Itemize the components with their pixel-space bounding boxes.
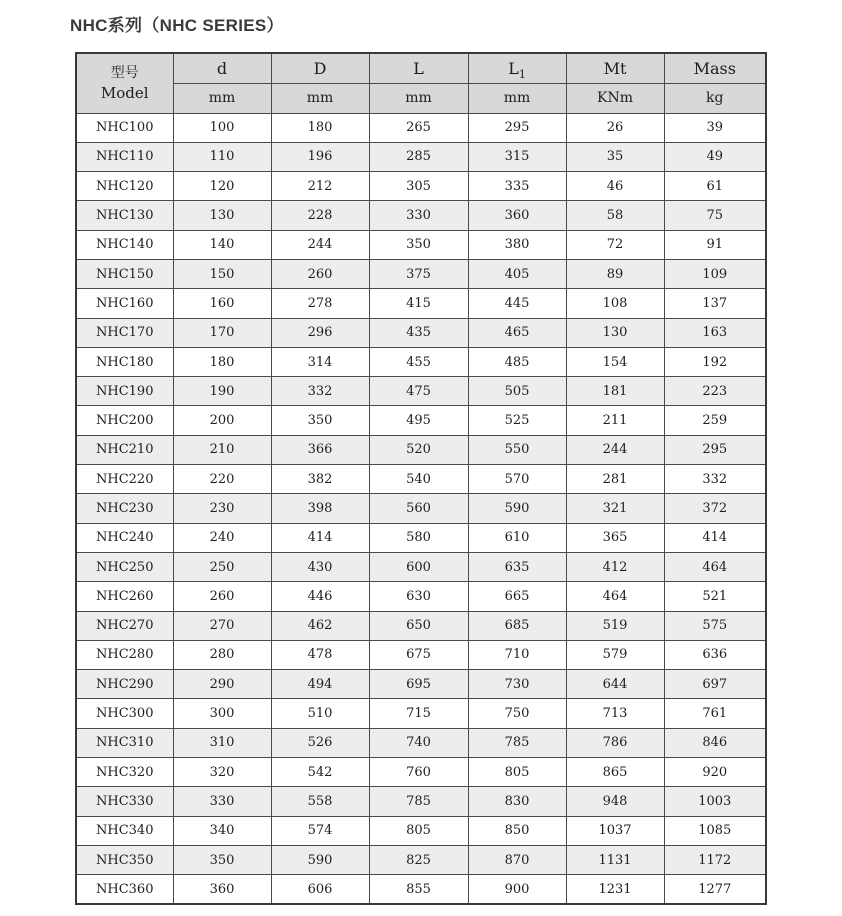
value-cell: 730	[468, 670, 566, 699]
value-cell: 365	[566, 523, 664, 552]
model-cell: NHC330	[76, 787, 173, 816]
value-cell: 265	[369, 113, 468, 142]
value-cell: 320	[173, 758, 271, 787]
model-cell: NHC170	[76, 318, 173, 347]
value-cell: 846	[664, 728, 766, 757]
value-cell: 200	[173, 406, 271, 435]
value-cell: 240	[173, 523, 271, 552]
value-cell: 340	[173, 816, 271, 845]
column-header-l1	[468, 53, 566, 83]
value-cell: 170	[173, 318, 271, 347]
value-cell: 350	[271, 406, 369, 435]
column-name: d	[216, 58, 228, 78]
value-cell: 525	[468, 406, 566, 435]
value-cell: 635	[468, 552, 566, 581]
value-cell: 610	[468, 523, 566, 552]
value-cell: 590	[468, 494, 566, 523]
value-cell: 636	[664, 640, 766, 669]
value-cell: 285	[369, 142, 468, 171]
column-name: D	[313, 58, 327, 78]
value-cell: 35	[566, 142, 664, 171]
table-row	[76, 875, 766, 904]
value-cell: 39	[664, 113, 766, 142]
value-cell: 1037	[566, 816, 664, 845]
value-cell: 295	[468, 113, 566, 142]
column-name: Mass	[693, 58, 736, 78]
column-unit-knm: KNm	[566, 83, 664, 113]
value-cell: 315	[468, 142, 566, 171]
value-cell: 120	[173, 172, 271, 201]
model-cell: NHC320	[76, 758, 173, 787]
value-cell: 91	[664, 230, 766, 259]
value-cell: 230	[173, 494, 271, 523]
value-cell: 260	[271, 259, 369, 288]
value-cell: 360	[173, 875, 271, 904]
value-cell: 761	[664, 699, 766, 728]
value-cell: 1131	[566, 845, 664, 874]
value-cell: 710	[468, 640, 566, 669]
value-cell: 330	[173, 787, 271, 816]
value-cell: 495	[369, 406, 468, 435]
model-cell: NHC310	[76, 728, 173, 757]
value-cell: 281	[566, 465, 664, 494]
value-cell: 1172	[664, 845, 766, 874]
table-row	[76, 787, 766, 816]
model-cell: NHC360	[76, 875, 173, 904]
value-cell: 405	[468, 259, 566, 288]
model-cell: NHC180	[76, 347, 173, 376]
value-cell: 290	[173, 670, 271, 699]
value-cell: 26	[566, 113, 664, 142]
column-header-mt	[566, 53, 664, 83]
value-cell: 697	[664, 670, 766, 699]
value-cell: 380	[468, 230, 566, 259]
table-row	[76, 172, 766, 201]
model-header-zh: 型号	[110, 64, 139, 81]
model-cell: NHC350	[76, 845, 173, 874]
value-cell: 244	[271, 230, 369, 259]
column-header-d	[271, 53, 369, 83]
model-cell: NHC210	[76, 435, 173, 464]
value-cell: 210	[173, 435, 271, 464]
value-cell: 190	[173, 377, 271, 406]
value-cell: 713	[566, 699, 664, 728]
model-cell: NHC120	[76, 172, 173, 201]
column-unit-kg: kg	[664, 83, 766, 113]
model-cell: NHC250	[76, 552, 173, 581]
value-cell: 228	[271, 201, 369, 230]
value-cell: 540	[369, 465, 468, 494]
value-cell: 805	[468, 758, 566, 787]
value-cell: 1277	[664, 875, 766, 904]
value-cell: 181	[566, 377, 664, 406]
model-cell: NHC110	[76, 142, 173, 171]
value-cell: 72	[566, 230, 664, 259]
table-row	[76, 435, 766, 464]
value-cell: 550	[468, 435, 566, 464]
value-cell: 435	[369, 318, 468, 347]
nhc-series-spec-table	[75, 52, 767, 905]
value-cell: 665	[468, 582, 566, 611]
value-cell: 825	[369, 845, 468, 874]
table-row	[76, 201, 766, 230]
value-cell: 1231	[566, 875, 664, 904]
value-cell: 295	[664, 435, 766, 464]
value-cell: 332	[664, 465, 766, 494]
column-name: L	[413, 58, 424, 78]
value-cell: 870	[468, 845, 566, 874]
value-cell: 606	[271, 875, 369, 904]
value-cell: 382	[271, 465, 369, 494]
value-cell: 250	[173, 552, 271, 581]
column-name: L	[508, 58, 519, 78]
table-row	[76, 611, 766, 640]
model-cell: NHC300	[76, 699, 173, 728]
table-row	[76, 230, 766, 259]
column-unit-mm: mm	[173, 83, 271, 113]
value-cell: 192	[664, 347, 766, 376]
value-cell: 785	[468, 728, 566, 757]
value-cell: 278	[271, 289, 369, 318]
value-cell: 150	[173, 259, 271, 288]
value-cell: 494	[271, 670, 369, 699]
value-cell: 465	[468, 318, 566, 347]
value-cell: 212	[271, 172, 369, 201]
value-cell: 740	[369, 728, 468, 757]
value-cell: 650	[369, 611, 468, 640]
value-cell: 160	[173, 289, 271, 318]
value-cell: 478	[271, 640, 369, 669]
table-row	[76, 552, 766, 581]
value-cell: 49	[664, 142, 766, 171]
table-row	[76, 142, 766, 171]
table-body	[76, 113, 766, 904]
column-header-l	[369, 53, 468, 83]
value-cell: 570	[468, 465, 566, 494]
value-cell: 695	[369, 670, 468, 699]
value-cell: 455	[369, 347, 468, 376]
model-cell: NHC130	[76, 201, 173, 230]
table-row	[76, 494, 766, 523]
header-row-units	[76, 83, 766, 113]
model-cell: NHC240	[76, 523, 173, 552]
value-cell: 644	[566, 670, 664, 699]
value-cell: 850	[468, 816, 566, 845]
model-cell: NHC200	[76, 406, 173, 435]
column-unit-mm: mm	[271, 83, 369, 113]
value-cell: 715	[369, 699, 468, 728]
value-cell: 464	[566, 582, 664, 611]
value-cell: 412	[566, 552, 664, 581]
table-row	[76, 259, 766, 288]
value-cell: 560	[369, 494, 468, 523]
value-cell: 520	[369, 435, 468, 464]
value-cell: 414	[271, 523, 369, 552]
table-row	[76, 699, 766, 728]
table-row	[76, 406, 766, 435]
value-cell: 750	[468, 699, 566, 728]
value-cell: 259	[664, 406, 766, 435]
value-cell: 305	[369, 172, 468, 201]
value-cell: 75	[664, 201, 766, 230]
value-cell: 855	[369, 875, 468, 904]
table-row	[76, 347, 766, 376]
table-row	[76, 758, 766, 787]
value-cell: 220	[173, 465, 271, 494]
value-cell: 280	[173, 640, 271, 669]
page-title: NHC系列（NHC SERIES）	[70, 16, 284, 35]
model-cell: NHC280	[76, 640, 173, 669]
table-row	[76, 728, 766, 757]
value-cell: 575	[664, 611, 766, 640]
value-cell: 163	[664, 318, 766, 347]
value-cell: 58	[566, 201, 664, 230]
value-cell: 360	[468, 201, 566, 230]
value-cell: 154	[566, 347, 664, 376]
value-cell: 1003	[664, 787, 766, 816]
value-cell: 600	[369, 552, 468, 581]
model-cell: NHC340	[76, 816, 173, 845]
value-cell: 110	[173, 142, 271, 171]
table-row	[76, 377, 766, 406]
value-cell: 350	[369, 230, 468, 259]
value-cell: 375	[369, 259, 468, 288]
value-cell: 675	[369, 640, 468, 669]
value-cell: 300	[173, 699, 271, 728]
value-cell: 330	[369, 201, 468, 230]
value-cell: 1085	[664, 816, 766, 845]
table-row	[76, 640, 766, 669]
value-cell: 335	[468, 172, 566, 201]
value-cell: 196	[271, 142, 369, 171]
value-cell: 89	[566, 259, 664, 288]
value-cell: 310	[173, 728, 271, 757]
value-cell: 830	[468, 787, 566, 816]
value-cell: 350	[173, 845, 271, 874]
model-cell: NHC260	[76, 582, 173, 611]
column-header-model	[76, 53, 173, 113]
value-cell: 366	[271, 435, 369, 464]
value-cell: 372	[664, 494, 766, 523]
table-row	[76, 670, 766, 699]
model-cell: NHC290	[76, 670, 173, 699]
model-cell: NHC230	[76, 494, 173, 523]
value-cell: 462	[271, 611, 369, 640]
value-cell: 180	[271, 113, 369, 142]
column-header-mass	[664, 53, 766, 83]
value-cell: 414	[664, 523, 766, 552]
value-cell: 630	[369, 582, 468, 611]
value-cell: 920	[664, 758, 766, 787]
value-cell: 521	[664, 582, 766, 611]
value-cell: 180	[173, 347, 271, 376]
value-cell: 785	[369, 787, 468, 816]
value-cell: 574	[271, 816, 369, 845]
value-cell: 446	[271, 582, 369, 611]
value-cell: 865	[566, 758, 664, 787]
model-cell: NHC190	[76, 377, 173, 406]
value-cell: 130	[566, 318, 664, 347]
value-cell: 526	[271, 728, 369, 757]
table-row	[76, 113, 766, 142]
column-header-d	[173, 53, 271, 83]
value-cell: 464	[664, 552, 766, 581]
value-cell: 948	[566, 787, 664, 816]
value-cell: 46	[566, 172, 664, 201]
model-cell: NHC140	[76, 230, 173, 259]
table-row	[76, 845, 766, 874]
value-cell: 296	[271, 318, 369, 347]
value-cell: 109	[664, 259, 766, 288]
value-cell: 321	[566, 494, 664, 523]
value-cell: 398	[271, 494, 369, 523]
model-cell: NHC270	[76, 611, 173, 640]
value-cell: 211	[566, 406, 664, 435]
value-cell: 130	[173, 201, 271, 230]
table-row	[76, 816, 766, 845]
value-cell: 314	[271, 347, 369, 376]
value-cell: 332	[271, 377, 369, 406]
value-cell: 415	[369, 289, 468, 318]
table-header	[76, 53, 766, 113]
value-cell: 510	[271, 699, 369, 728]
value-cell: 519	[566, 611, 664, 640]
value-cell: 900	[468, 875, 566, 904]
value-cell: 558	[271, 787, 369, 816]
column-name: Mt	[603, 58, 627, 78]
value-cell: 505	[468, 377, 566, 406]
value-cell: 260	[173, 582, 271, 611]
value-cell: 475	[369, 377, 468, 406]
header-row-names	[76, 53, 766, 83]
model-header-en: Model	[100, 83, 149, 102]
model-cell: NHC150	[76, 259, 173, 288]
table-row	[76, 523, 766, 552]
column-name-subscript: 1	[518, 67, 526, 81]
value-cell: 786	[566, 728, 664, 757]
value-cell: 580	[369, 523, 468, 552]
value-cell: 140	[173, 230, 271, 259]
value-cell: 579	[566, 640, 664, 669]
value-cell: 223	[664, 377, 766, 406]
value-cell: 61	[664, 172, 766, 201]
value-cell: 760	[369, 758, 468, 787]
table-row	[76, 465, 766, 494]
value-cell: 590	[271, 845, 369, 874]
value-cell: 485	[468, 347, 566, 376]
value-cell: 108	[566, 289, 664, 318]
model-cell: NHC220	[76, 465, 173, 494]
table-row	[76, 318, 766, 347]
value-cell: 685	[468, 611, 566, 640]
table-row	[76, 582, 766, 611]
column-unit-mm: mm	[369, 83, 468, 113]
value-cell: 244	[566, 435, 664, 464]
model-cell: NHC100	[76, 113, 173, 142]
table-row	[76, 289, 766, 318]
value-cell: 430	[271, 552, 369, 581]
value-cell: 805	[369, 816, 468, 845]
value-cell: 137	[664, 289, 766, 318]
model-cell: NHC160	[76, 289, 173, 318]
column-unit-mm: mm	[468, 83, 566, 113]
value-cell: 542	[271, 758, 369, 787]
value-cell: 445	[468, 289, 566, 318]
value-cell: 100	[173, 113, 271, 142]
value-cell: 270	[173, 611, 271, 640]
